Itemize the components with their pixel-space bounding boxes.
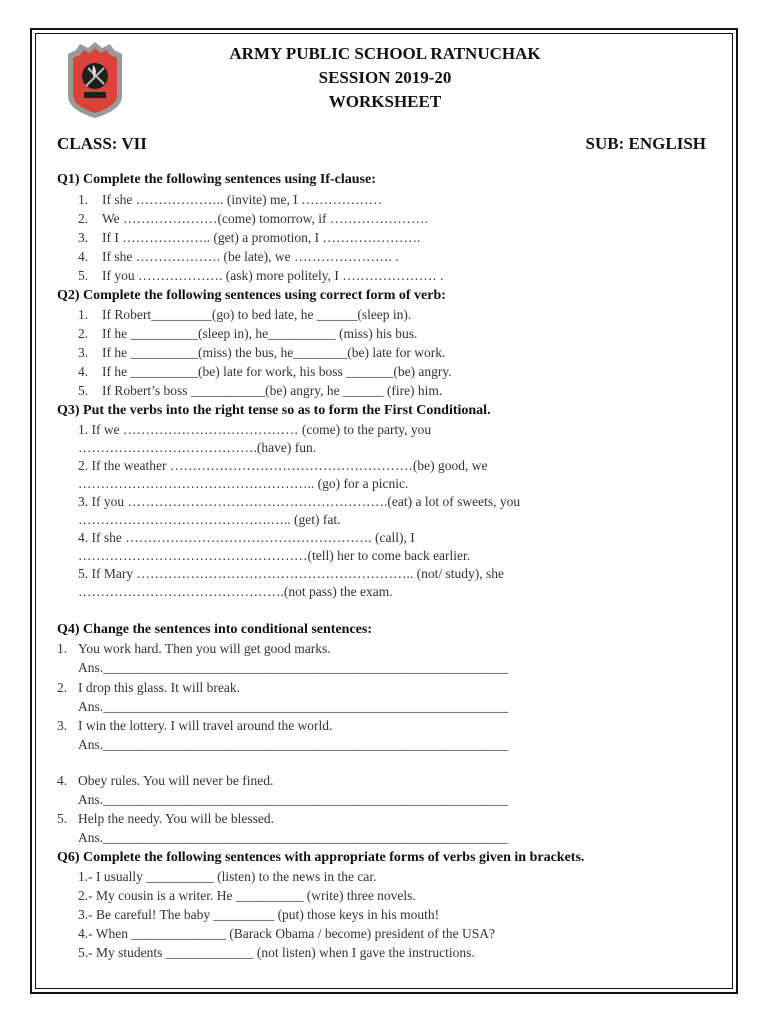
q3-item-2-line-1: 2. If the weather ………………………………………………(be) good, we bbox=[78, 458, 488, 473]
session-title: SESSION 2019-20 bbox=[318, 68, 452, 87]
q3-heading: Q3) Put the verbs into the right tense so as to form the First Conditional. bbox=[57, 403, 491, 418]
q6-item-3: 3.- Be careful! The baby _________ (put) those keys in his mouth! bbox=[78, 907, 440, 922]
q6-heading: Q6) Complete the following sentences with appropriate forms of verbs given in brackets. bbox=[57, 850, 585, 865]
q2-num-3: 3. bbox=[78, 345, 89, 360]
q2-num-1: 1. bbox=[78, 307, 89, 322]
q4-num-5: 5. bbox=[57, 811, 68, 826]
q1-heading: Q1) Complete the following sentences using If-clause: bbox=[57, 172, 376, 187]
q2-item-4: If he __________(be) late for work, his boss _______(be) angry. bbox=[102, 364, 452, 379]
q2-item-5: If Robert’s boss ___________(be) angry, he ______ (fire) him. bbox=[102, 383, 443, 398]
q1-num-4: 4. bbox=[78, 249, 89, 264]
q1-item-1: If she ……………….. (invite) me, I ……………… bbox=[102, 192, 383, 207]
q3-item-5-line-1: 5. If Mary …………………………………………………….. (not/ study), she bbox=[78, 566, 504, 581]
q6-item-5: 5.- My students _____________ (not listen) when I gave the instructions. bbox=[78, 945, 475, 960]
q6-item-2: 2.- My cousin is a writer. He __________ (write) three novels. bbox=[78, 888, 416, 903]
q4-item-4: Obey rules. You will never be fined. bbox=[78, 773, 274, 788]
q1-num-1: 1. bbox=[78, 192, 89, 207]
q3-item-4-line-1: 4. If she ………………………………………………. (call), I bbox=[78, 530, 415, 545]
q3-item-2-line-2: …………………………………………….. (go) for a picnic. bbox=[78, 476, 409, 491]
q3-item-5-line-2: ……………………………………….(not pass) the exam. bbox=[78, 584, 393, 599]
q1-item-4: If she ………………. (be late), we …………………. . bbox=[102, 249, 399, 264]
q1-item-2: We …………………(come) tomorrow, if …………………. bbox=[102, 211, 428, 226]
q2-num-5: 5. bbox=[78, 383, 89, 398]
q6-item-1: 1.- I usually __________ (listen) to the news in the car. bbox=[78, 869, 377, 884]
q2-item-1: If Robert_________(go) to bed late, he ______(sleep in). bbox=[102, 307, 412, 322]
q4-item-2: I drop this glass. It will break. bbox=[78, 680, 240, 695]
school-name: ARMY PUBLIC SCHOOL RATNUCHAK bbox=[229, 44, 541, 63]
q4-item-3: I win the lottery. I will travel around the world. bbox=[78, 718, 333, 733]
q3-item-3-line-2: …………………………………….….. (get) fat. bbox=[78, 512, 341, 527]
class-label: CLASS: VII bbox=[57, 134, 147, 153]
q1-num-2: 2. bbox=[78, 211, 89, 226]
q4-answer-line-2: Ans.____________________________________________________________ bbox=[78, 699, 509, 714]
q4-num-3: 3. bbox=[57, 718, 68, 733]
q2-heading: Q2) Complete the following sentences using correct form of verb: bbox=[57, 288, 446, 303]
q4-num-4: 4. bbox=[57, 773, 68, 788]
q4-num-1: 1. bbox=[57, 641, 68, 656]
q2-num-2: 2. bbox=[78, 326, 89, 341]
q4-heading: Q4) Change the sentences into conditional sentences: bbox=[57, 622, 372, 637]
q1-num-5: 5. bbox=[78, 268, 89, 283]
q1-item-3: If I ……………….. (get) a promotion, I …………………. bbox=[102, 230, 421, 245]
q3-item-1-line-2: ………………………………….(have) fun. bbox=[78, 440, 317, 455]
q2-num-4: 4. bbox=[78, 364, 89, 379]
q2-item-3: If he __________(miss) the bus, he________(be) late for work. bbox=[102, 345, 446, 360]
q2-item-2: If he __________(sleep in), he__________ (miss) his bus. bbox=[102, 326, 418, 341]
q4-answer-line-3: Ans.____________________________________________________________ bbox=[78, 737, 509, 752]
q6-item-4: 4.- When ______________ (Barack Obama / become) president of the USA? bbox=[78, 926, 496, 941]
q4-item-1: You work hard. Then you will get good marks. bbox=[78, 641, 331, 656]
q3-item-1-line-1: 1. If we ………………………………… (come) to the party, you bbox=[78, 422, 432, 437]
subject-label: SUB: ENGLISH bbox=[585, 134, 706, 153]
q4-item-5: Help the needy. You will be blessed. bbox=[78, 811, 274, 826]
q4-answer-line-1: Ans.____________________________________________________________ bbox=[78, 660, 509, 675]
q1-item-5: If you ………………. (ask) more politely, I ………………… . bbox=[102, 268, 444, 283]
q3-item-3-line-1: 3. If you ………………………………………………….(eat) a lot of sweets, you bbox=[78, 494, 521, 509]
q4-answer-line-4: Ans.____________________________________________________________ bbox=[78, 792, 509, 807]
q4-num-2: 2. bbox=[57, 680, 68, 695]
q3-item-4-line-2: ……………………………………………(tell) her to come back earlier. bbox=[78, 548, 471, 563]
q4-answer-line-5: Ans.____________________________________________________________ bbox=[78, 830, 509, 845]
q1-num-3: 3. bbox=[78, 230, 89, 245]
worksheet-title: WORKSHEET bbox=[328, 92, 442, 111]
